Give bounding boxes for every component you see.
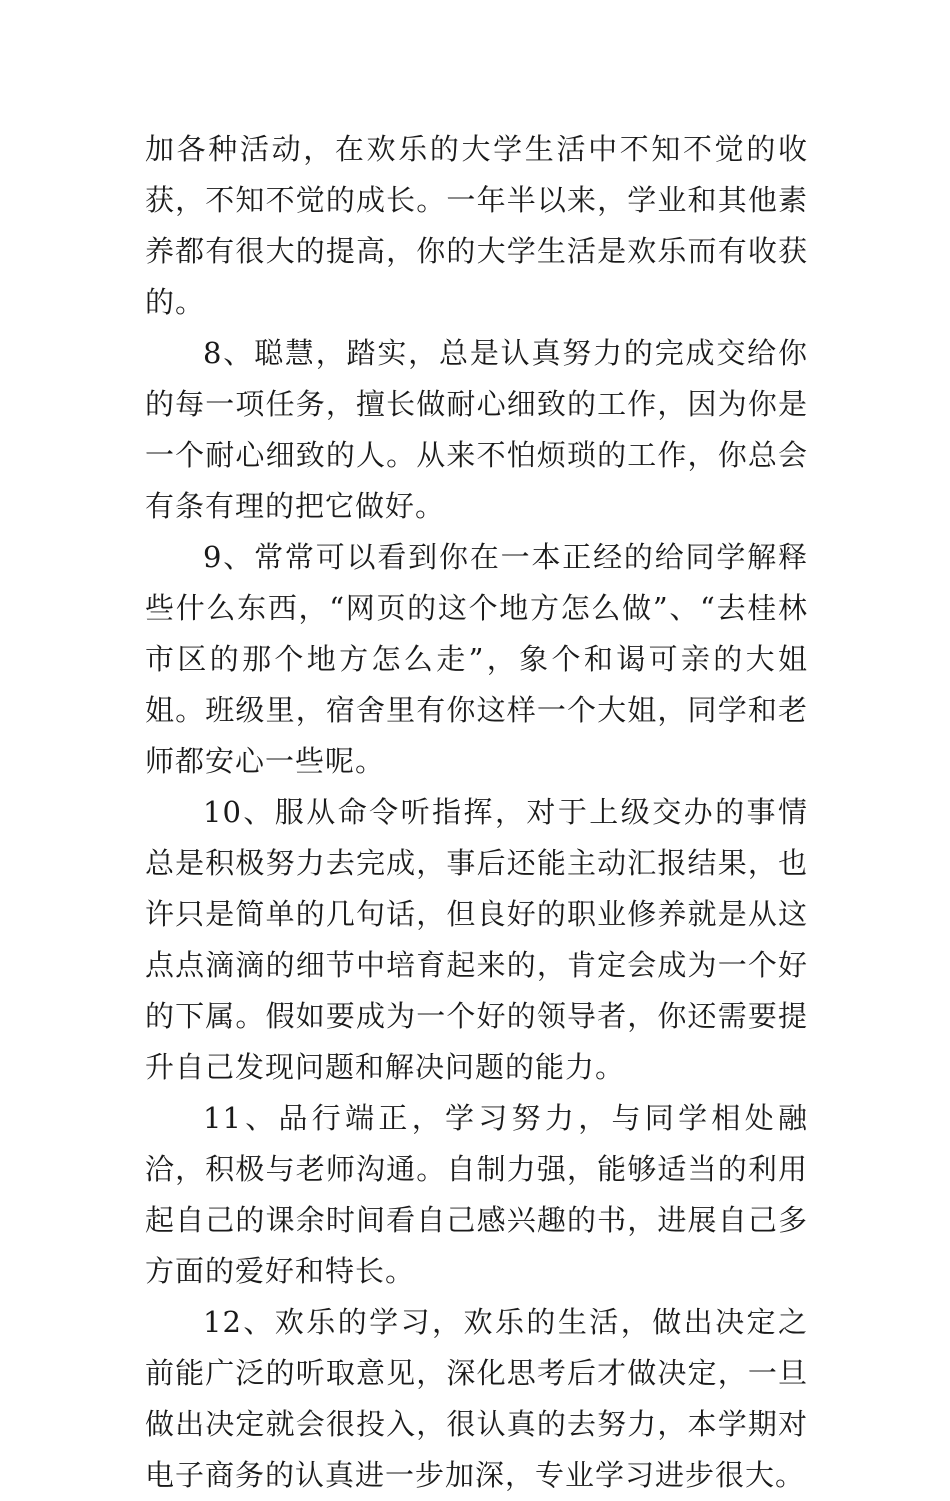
document-body [145, 124, 808, 1501]
paragraph-item-8: 8、聪慧，踏实，总是认真努力的完成交给你的每一项任务，擅长做耐心细致的工作，因为你是一个耐心细致的人。从来不怕烦琐的工作，你总会有条有理的把它做好。 [145, 336, 808, 523]
paragraph-continued: 加各种活动，在欢乐的大学生活中不知不觉的收获，不知不觉的成长。一年半以来，学业和其他素养都有很大的提高，你的大学生活是欢乐而有收获的。 [145, 132, 808, 319]
paragraph-item-11: 11、品行端正，学习努力，与同学相处融洽，积极与老师沟通。自制力强，能够适当的利用起自己的课余时间看自己感兴趣的书，进展自己多方面的爱好和特长。 [145, 1101, 808, 1288]
paragraph-item-12: 12、欢乐的学习，欢乐的生活，做出决定之前能广泛的听取意见，深化思考后才做决定，一旦做出决定就会很投入，很认真的去努力，本学期对电子商务的认真进一步加深，专业学习进步很大。 [145, 1305, 808, 1492]
paragraph-item-10: 10、服从命令听指挥，对于上级交办的事情总是积极努力去完成，事后还能主动汇报结果，也许只是简单的几句话，但良好的职业修养就是从这点点滴滴的细节中培育起来的，肯定会成为一个好的下属。假如要成为一个好的领导者，你还需要提升自己发现问题和解决问题的能力。 [145, 795, 808, 1084]
paragraph-item-9: 9、常常可以看到你在一本正经的给同学解释些什么东西，“网页的这个地方怎么做”、“去桂林市区的那个地方怎么走”，象个和谒可亲的大姐姐。班级里，宿舍里有你这样一个大姐，同学和老师都安心一些呢。 [145, 540, 808, 778]
